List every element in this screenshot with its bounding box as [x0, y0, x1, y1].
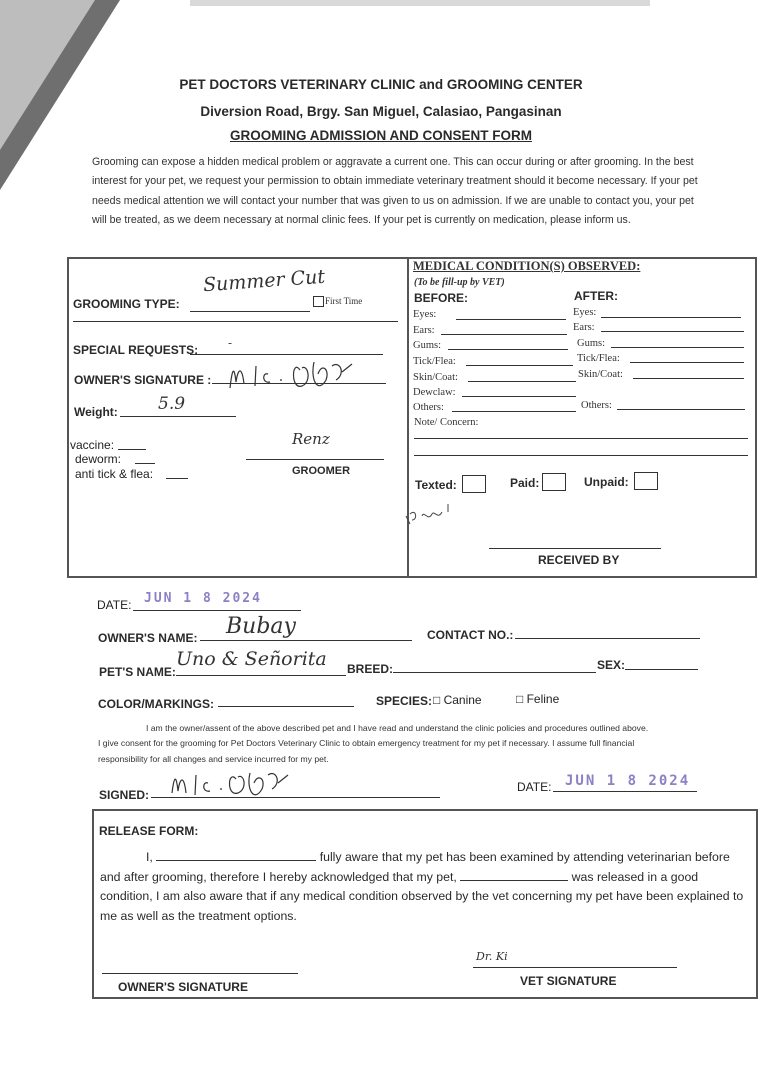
note-concern-label: Note/ Concern:: [414, 417, 479, 428]
special-requests-label: SPECIAL REQUESTS:: [73, 343, 199, 357]
consent-line-2: I give consent for the grooming for Pet Doctors Veterinary Clinic to obtain emergency treatment for my pet if necessary. I assume full financial: [98, 738, 635, 748]
scan-edge: [190, 0, 650, 6]
color-markings-field[interactable]: [218, 706, 354, 707]
special-requests-value: -: [228, 336, 233, 350]
release-paragraph: [100, 848, 752, 926]
consent-line-1: I am the owner/assent of the above described pet and I have read and understand the clinic policies and procedures outlined above.: [146, 723, 649, 733]
after-gums-field[interactable]: [611, 347, 744, 348]
paid-checkbox[interactable]: [542, 473, 566, 491]
owner-name-field[interactable]: [200, 640, 412, 641]
after-ears-label: Ears:: [573, 322, 595, 333]
before-ears-label: Ears:: [413, 325, 435, 336]
before-tick-field[interactable]: [466, 365, 573, 366]
groomer-field[interactable]: [246, 459, 384, 460]
box-divider: [407, 257, 409, 576]
deworm-label: deworm:: [75, 452, 122, 466]
grooming-type-line-2[interactable]: [73, 321, 398, 322]
before-dewclaw-field[interactable]: [462, 396, 576, 397]
owner-name-value: Bubay: [226, 614, 296, 639]
medical-subtitle: (To be fill-up by VET): [414, 277, 505, 288]
after-others-field[interactable]: [617, 409, 745, 410]
vet-initials: Dr. Ki: [476, 950, 508, 963]
note-line-1[interactable]: [414, 438, 748, 439]
before-others-label: Others:: [413, 402, 444, 413]
after-ears-field[interactable]: [601, 331, 744, 332]
medical-title: MEDICAL CONDITION(S) OBSERVED:: [413, 259, 641, 273]
received-by-label: RECEIVED BY: [538, 553, 620, 567]
weight-field[interactable]: [120, 416, 236, 417]
weight-label: Weight:: [74, 405, 118, 419]
breed-label: BREED:: [347, 662, 394, 676]
feline-option[interactable]: □ Feline: [516, 692, 560, 706]
vet-signature-label: VET SIGNATURE: [520, 974, 617, 988]
release-pet-field[interactable]: [460, 868, 568, 881]
before-gums-field[interactable]: [448, 349, 568, 350]
grooming-type-value: Summer Cut: [202, 265, 326, 297]
vaccine-label: vaccine:: [70, 438, 115, 452]
first-time-checkbox[interactable]: [313, 296, 324, 307]
after-label: AFTER:: [574, 289, 618, 303]
before-gums-label: Gums:: [413, 340, 442, 351]
consent-signature-scribble: [166, 765, 296, 811]
grooming-type-field[interactable]: [190, 311, 310, 312]
anti-tick-label: anti tick & flea:: [75, 467, 154, 481]
deworm-field[interactable]: [135, 463, 155, 464]
pet-name-label: PET'S NAME:: [99, 665, 176, 679]
clinic-address: Diversion Road, Brgy. San Miguel, Calasiao, Pangasinan: [200, 104, 562, 119]
pet-name-field[interactable]: [176, 675, 346, 676]
grooming-type-label: GROOMING TYPE:: [73, 297, 180, 311]
after-tick-label: Tick/Flea:: [577, 353, 620, 364]
before-skin-label: Skin/Coat:: [413, 372, 458, 383]
vaccine-field[interactable]: [118, 449, 146, 450]
paid-label: Paid:: [510, 476, 540, 490]
consent-date-field[interactable]: [553, 791, 697, 792]
before-dewclaw-label: Dewclaw:: [413, 387, 456, 398]
before-eyes-label: Eyes:: [413, 309, 437, 320]
species-label: SPECIES:: [376, 694, 433, 708]
owner-name-label: OWNER'S NAME:: [98, 631, 198, 645]
release-title: RELEASE FORM:: [99, 824, 199, 838]
handwritten-mark: [402, 498, 462, 528]
after-tick-field[interactable]: [630, 362, 744, 363]
after-others-label: Others:: [581, 400, 612, 411]
contact-field[interactable]: [515, 638, 700, 639]
intro-paragraph: Grooming can expose a hidden medical problem or aggravate a current one. This can occur during or after grooming. In the best interest for your pet, we request your permission to obtain immediate veterinary treatment should it become necessary. If your pet needs medical attention we will contact your number that was given to us on admission. If we are unable to contact you, your pet will be treated, as we deem necessary at normal clinic fees. If your pet is currently on medication, please inform us.: [92, 156, 698, 226]
received-by-field[interactable]: [489, 548, 661, 549]
vet-signature-line[interactable]: [473, 967, 677, 968]
pet-name-value: Uno & Señorita: [176, 648, 327, 670]
before-tick-label: Tick/Flea:: [413, 356, 456, 367]
after-eyes-label: Eyes:: [573, 307, 597, 318]
anti-tick-field[interactable]: [166, 478, 188, 479]
unpaid-label: Unpaid:: [584, 475, 629, 489]
breed-field[interactable]: [393, 672, 596, 673]
before-eyes-field[interactable]: [456, 319, 566, 320]
sex-label: SEX:: [597, 658, 626, 672]
clinic-name: PET DOCTORS VETERINARY CLINIC and GROOMING CENTER: [179, 77, 583, 92]
date-stamp: JUN 1 8 2024: [144, 591, 262, 606]
owner-signature-label: OWNER'S SIGNATURE :: [74, 373, 212, 387]
weight-value: 5.9: [158, 394, 186, 414]
after-eyes-field[interactable]: [601, 317, 741, 318]
contact-label: CONTACT NO.:: [427, 628, 514, 642]
note-line-2[interactable]: [414, 455, 748, 456]
release-owner-signature-label: OWNER'S SIGNATURE: [118, 980, 248, 994]
date-label: DATE:: [97, 598, 132, 612]
canine-option[interactable]: □ Canine: [433, 693, 482, 707]
before-others-field[interactable]: [452, 411, 576, 412]
release-i: I,: [146, 850, 153, 864]
color-markings-label: COLOR/MARKINGS:: [98, 697, 214, 711]
before-label: BEFORE:: [414, 291, 468, 305]
release-name-field[interactable]: [156, 848, 316, 861]
sex-field[interactable]: [625, 669, 698, 670]
groomer-name-value: Renz: [292, 430, 330, 448]
texted-checkbox[interactable]: [462, 475, 486, 493]
before-ears-field[interactable]: [441, 334, 567, 335]
texted-label: Texted:: [415, 478, 457, 492]
consent-date-label: DATE:: [517, 780, 552, 794]
after-skin-label: Skin/Coat:: [578, 369, 623, 380]
release-text-1: fully aware that my pet has been examined by attending veterinarian before and after grooming, therefore I hereby acknowledged that my pet,: [100, 850, 730, 884]
before-skin-field[interactable]: [468, 381, 576, 382]
consent-line-3: responsibility for all changes and service incurred for my pet.: [98, 754, 329, 764]
first-time-label: First Time: [325, 296, 363, 306]
consent-date-stamp: JUN 1 8 2024: [565, 773, 691, 789]
date-field[interactable]: [133, 610, 301, 611]
groomer-label: GROOMER: [292, 465, 351, 477]
owner-signature-scribble: [222, 350, 372, 410]
after-skin-field[interactable]: [633, 378, 744, 379]
release-text-2: was released in a good condition, I am also aware that if any medical condition observed by the vet concerning my pet have been explained to me as well as the treatment options.: [100, 869, 744, 923]
form-title: GROOMING ADMISSION AND CONSENT FORM: [230, 128, 532, 143]
signed-label: SIGNED:: [99, 788, 150, 802]
unpaid-checkbox[interactable]: [634, 472, 658, 490]
owner-signature-line[interactable]: [102, 973, 298, 974]
after-gums-label: Gums:: [577, 338, 606, 349]
